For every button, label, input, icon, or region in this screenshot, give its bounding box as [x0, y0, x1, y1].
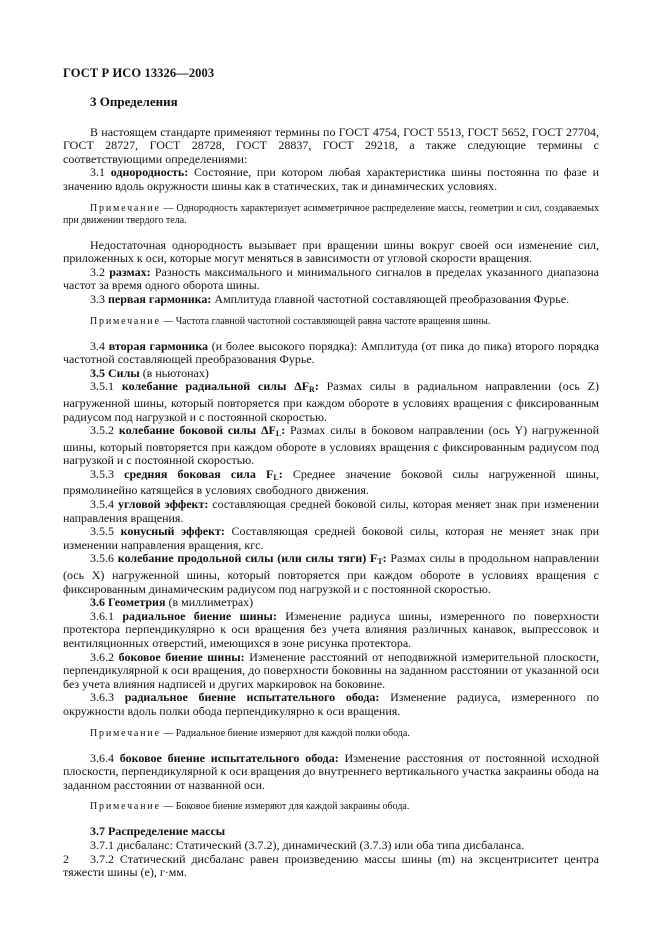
- definition-3-6-2: 3.6.2 боковое биение шины: Изменение расстояний от неподвижной измерительной плоскости, перпендикулярной к оси вращения, до поверхности боковины на заданном расстоянии от указанной оси без учета влияния надписей и других маркировок на боковине.: [63, 649, 599, 691]
- definition-3-7-2: 3.7.2 Статический дисбаланс равен произведению массы шины (m) на эксцентриситет центра тяжести шины (e), г·мм.: [63, 851, 599, 880]
- definition-3-1: 3.1 однородность: Состояние, при котором любая характеристика шины постоянна по фазе и значению вдоль окружности шины как в статических, так и динамических условиях.: [63, 165, 599, 193]
- definition-3-6-4: 3.6.4 боковое биение испытательного обода: Изменение расстояния от постоянной исходной плоскости, перпендикулярной к оси вращения до внутреннего вертикального участка закраины обода на заданном расстоянии от названной оси.: [63, 750, 600, 792]
- definition-3-5-1: 3.5.1 колебание радиальной силы $\Delta F_R$: Размах силы в радиальном направлении (ось Z) нагруженной шины, который повторяется при каждом обороте в условиях вращения с фиксированным радиусом под нагрузкой и с постоянной скоростью.: [63, 379, 599, 424]
- document-header: ГОСТ Р ИСО 13326—2003: [63, 66, 215, 80]
- term: вторая гармоника: [108, 338, 209, 353]
- definition-3-6-1: 3.6.1 радиальное биение шины: Изменение радиуса шины, измеренного по поверхности протектора перпендикулярно к оси вращения без учета влияния различных канавок, выпрессовок и вентиляционных отверстий, имеющихся в зоне рисунка протектора.: [63, 608, 599, 650]
- page-number: 2: [63, 852, 69, 866]
- definition-3-6-3: 3.6.3 радиальное биение испытательного обода: Изменение радиуса, измеренного по окружности вдоль полки обода перпендикулярно к оси вращения.: [63, 690, 600, 718]
- definition-3-7-1: 3.7.1 дисбаланс: Статический (3.7.2), динамический (3.7.3) или оба типа дисбаланса.: [90, 837, 525, 852]
- page-content: [63, 95, 599, 880]
- definition-3-5-5: 3.5.5 конусный эффект: Составляющая средней боковой силы, которая не меняет знак при изменении направления вращения, кгс.: [63, 524, 599, 552]
- paragraph-nonuniformity: Недостаточная однородность вызывает при вращении шины вокруг своей оси изменение сил, приложенных к оси, которые могут меняться в зависимости от угловой скорости вращения.: [63, 237, 599, 266]
- note: Примечание — Боковое биение измеряют для каждой закраины обода.: [90, 801, 410, 813]
- subsection-3-6: 3.6 Геометрия (в миллиметрах): [90, 595, 254, 610]
- term: однородность:: [110, 165, 189, 180]
- note: Примечание — Частота главной частотной составляющей равна частоте вращения шины.: [90, 315, 491, 327]
- definition-3-5-3: 3.5.3 средняя боковая сила $F_L$: Среднее значение боковой силы нагруженной шины, прямолинейно катящейся в условиях свободного движения.: [63, 466, 599, 498]
- definition-3-3: 3.3 первая гармоника: Амплитуда главной частотной составляющей преобразования Фурье.: [90, 291, 570, 306]
- section-title: 3 Определения: [90, 94, 178, 109]
- definition-3-5-6: 3.5.6 колебание продольной силы (или силы тяги) $F_T$: Размах силы в продольном направлении (ось X) нагруженной шины, который повторяется при каждом обороте в условиях вращения с фиксированным динамическим радиусом под нагрузкой и с постоянной скоростью.: [63, 551, 600, 596]
- definition-3-4: 3.4 вторая гармоника (и более высокого порядка): Амплитуда (от пика до пика) второго порядка частотной составляющей преобразования Фурье.: [63, 338, 600, 367]
- subsection-3-7: 3.7 Распределение массы: [90, 824, 226, 839]
- term: размах:: [109, 264, 151, 279]
- subsection-3-5: 3.5 Силы (в ньютонах): [90, 365, 209, 380]
- note: Примечание — Радиальное биение измеряют для каждой полки обода.: [90, 727, 410, 739]
- definition-3-5-2: 3.5.2 колебание боковой силы $\Delta F_L$: Размах силы в боковом направлении (ось Y) нагруженной шины, который повторяется при каждом обороте в условиях вращения с фиксированным радиусом под нагрузкой и с постоянной скоростью.: [63, 423, 600, 468]
- definition-3-2: 3.2 размах: Разность максимального и минимального сигналов в пределах указанного диапазона частот за время одного оборота шины.: [63, 264, 600, 293]
- note: Примечание — Однородность характеризует асимметричное распределение массы, геометрии и сил, создаваемых при движении твердого тела.: [63, 202, 599, 226]
- term: первая гармоника:: [108, 291, 212, 306]
- definition-3-5-4: 3.5.4 угловой эффект: составляющая средней боковой силы, которая меняет знак при изменении направления вращения.: [63, 497, 600, 525]
- section-intro: В настоящем стандарте применяют термины по ГОСТ 4754, ГОСТ 5513, ГОСТ 5652, ГОСТ 27704, ГОСТ 28727, ГОСТ 28728, ГОСТ 28837, ГОСТ 29218, а также следующие термины с соответствующими определениями:: [63, 124, 599, 166]
